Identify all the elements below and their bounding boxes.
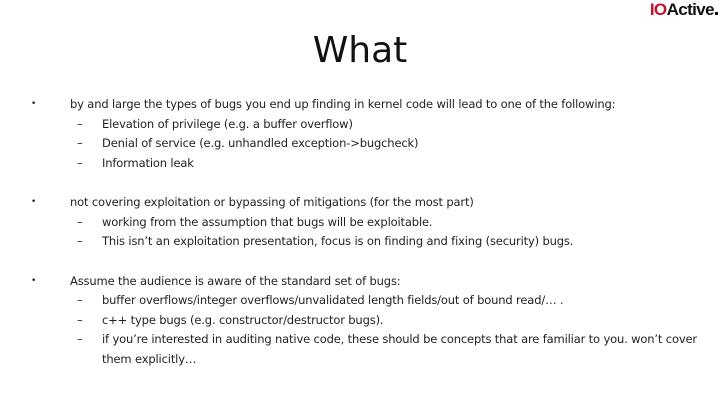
- bullet-dot-icon: •: [31, 99, 37, 109]
- sub-bullet-item: [70, 311, 706, 331]
- logo-active-text: Active: [666, 0, 714, 19]
- dash-icon: –: [77, 234, 83, 248]
- sub-bullet-list: [70, 115, 706, 174]
- sub-bullet-list: [70, 291, 706, 369]
- sub-bullet-item: [70, 213, 706, 233]
- dash-icon: –: [77, 116, 83, 131]
- logo-io-text: IO: [649, 0, 667, 19]
- sub-bullet-item: [70, 232, 706, 252]
- dash-icon: –: [77, 293, 83, 307]
- logo-dot: [715, 12, 718, 15]
- sub-bullet-text: c++ type bugs (e.g. constructor/destructor bugs).: [102, 312, 384, 327]
- sub-bullet-text: This isn’t an exploitation presentation, focus is on finding and fixing (security) bugs.: [102, 234, 574, 248]
- sub-bullet-text: Elevation of privilege (e.g. a buffer overflow): [102, 116, 353, 131]
- company-logo: [650, 0, 718, 20]
- sub-bullet-text: Information leak: [102, 155, 194, 170]
- bullet-item: [0, 272, 720, 370]
- bullet-text: Assume the audience is aware of the standard set of bugs:: [70, 273, 401, 288]
- bullet-dot-icon: •: [31, 275, 37, 286]
- dash-icon: –: [77, 312, 83, 327]
- sub-bullet-list: [70, 213, 706, 252]
- sub-bullet-text: if you’re interested in auditing native code, these should be concepts that are familiar to you. won’t cover them explicitly…: [102, 332, 697, 366]
- dash-icon: –: [77, 214, 83, 229]
- sub-bullet-text: Denial of service (e.g. unhandled exception->bugcheck): [102, 136, 419, 150]
- bullet-text: not covering exploitation or bypassing of mitigations (for the most part): [70, 195, 474, 209]
- bullet-list: [0, 95, 720, 389]
- dash-icon: –: [77, 155, 83, 170]
- slide-title: What: [312, 30, 408, 71]
- bullet-text: by and large the types of bugs you end up finding in kernel code will lead to one of the following:: [70, 97, 616, 111]
- dash-icon: –: [77, 332, 83, 346]
- bullet-item: [0, 193, 720, 252]
- sub-bullet-item: [70, 134, 706, 154]
- sub-bullet-item: [70, 291, 706, 311]
- dash-icon: –: [77, 136, 83, 150]
- sub-bullet-item: [70, 154, 706, 174]
- sub-bullet-item: [70, 330, 706, 369]
- bullet-item: [0, 95, 720, 173]
- sub-bullet-item: [70, 115, 706, 135]
- sub-bullet-text: buffer overflows/integer overflows/unvalidated length fields/out of bound read/… .: [102, 293, 564, 307]
- sub-bullet-text: working from the assumption that bugs will be exploitable.: [102, 214, 433, 229]
- bullet-dot-icon: •: [31, 197, 37, 207]
